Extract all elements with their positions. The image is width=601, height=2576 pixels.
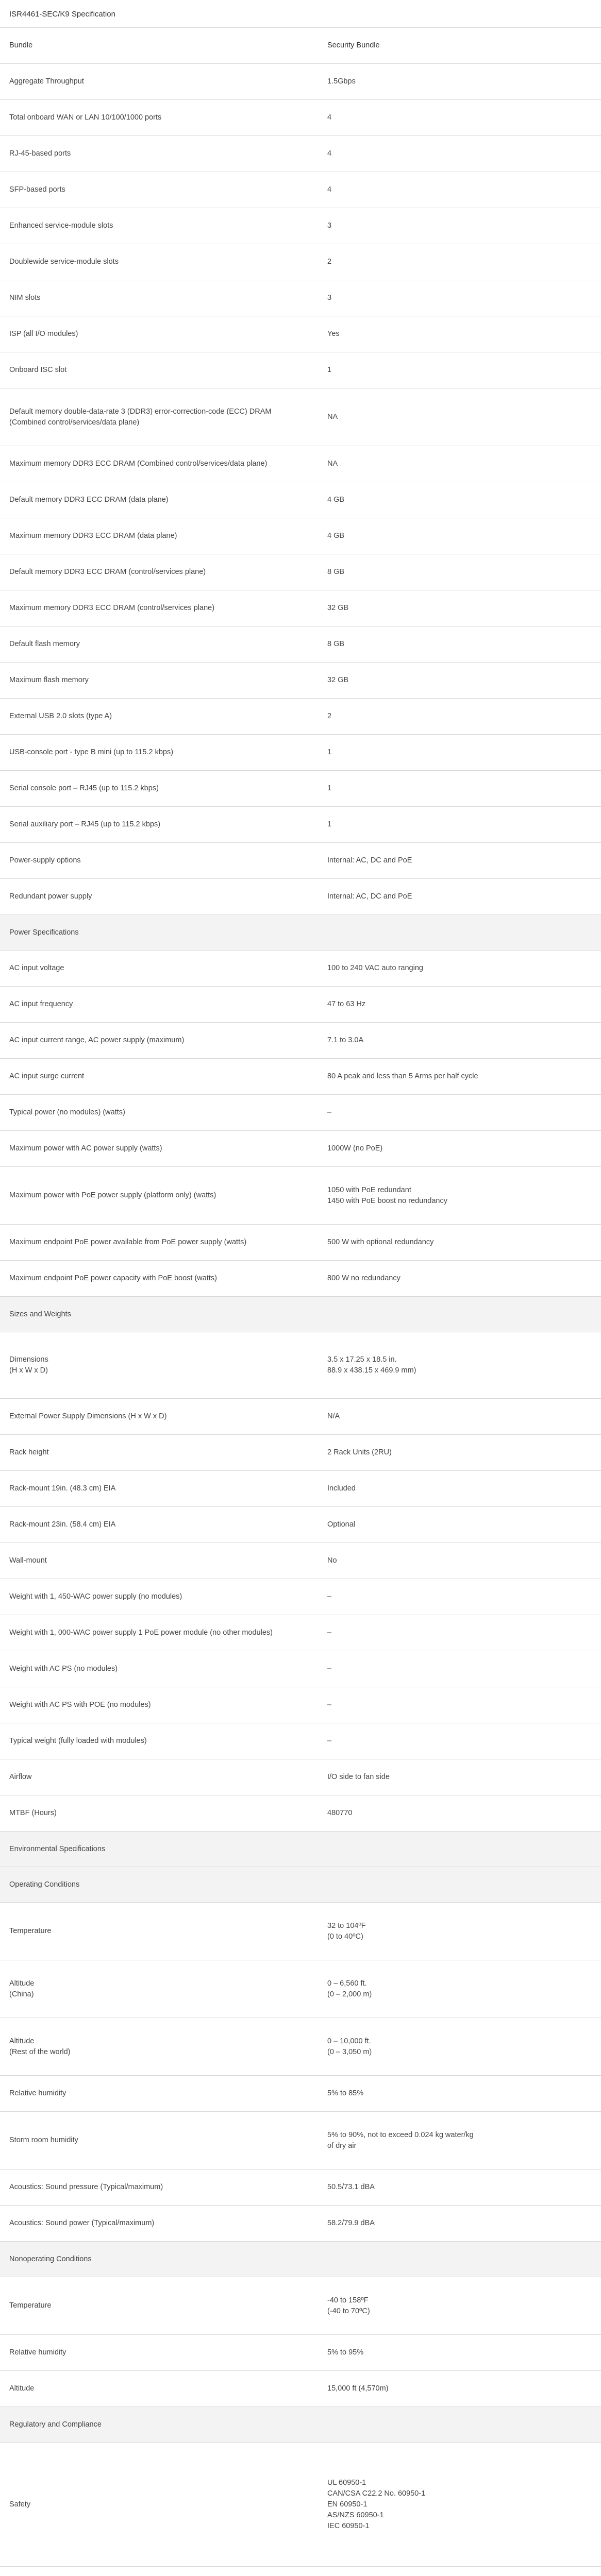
- spec-value-line: 3.5 x 17.25 x 18.5 in.: [327, 1355, 397, 1364]
- spec-value: 1: [318, 352, 601, 388]
- spec-label: Doublewide service-module slots: [0, 244, 318, 280]
- spec-value: [318, 2277, 601, 2335]
- spec-value: [318, 1960, 601, 2018]
- spec-row: [0, 2443, 601, 2567]
- spec-row: [0, 1332, 601, 1399]
- spec-row: [0, 208, 601, 244]
- spec-label: Safety: [0, 2443, 318, 2567]
- spec-label: Weight with AC PS (no modules): [0, 1651, 318, 1687]
- spec-value: 8 GB: [318, 626, 601, 663]
- spec-value: 58.2/79.9 dBA: [318, 2206, 601, 2242]
- spec-label: Typical power (no modules) (watts): [0, 1095, 318, 1131]
- spec-label: NIM slots: [0, 280, 318, 316]
- spec-value: 32 GB: [318, 590, 601, 626]
- spec-value: [318, 1297, 601, 1332]
- spec-label: Weight with 1, 000-WAC power supply 1 PoE power module (no other modules): [0, 1615, 318, 1651]
- spec-value: 3: [318, 208, 601, 244]
- spec-value-line: 88.9 x 438.15 x 469.9 mm): [327, 1366, 416, 1375]
- spec-value: 480770: [318, 1795, 601, 1832]
- spec-value: Optional: [318, 1507, 601, 1543]
- spec-value: 1.5Gbps: [318, 64, 601, 100]
- spec-value: 15,000 ft (4,570m): [318, 2371, 601, 2407]
- spec-value: 5% to 95%: [318, 2335, 601, 2371]
- spec-row: [0, 2335, 601, 2371]
- spec-value-line: 5% to 90%, not to exceed 0.024 kg water/kg: [327, 2130, 474, 2139]
- page-title: ISR4461-SEC/K9 Specification: [9, 9, 115, 19]
- spec-label: Airflow: [0, 1759, 318, 1795]
- spec-row: [0, 388, 601, 446]
- spec-row: [0, 1759, 601, 1795]
- spec-row: [0, 1131, 601, 1167]
- spec-row: [0, 1903, 601, 1960]
- spec-row: [0, 1471, 601, 1507]
- spec-row: [0, 771, 601, 807]
- spec-label: Total onboard WAN or LAN 10/100/1000 ports: [0, 100, 318, 136]
- spec-label: Maximum memory DDR3 ECC DRAM (control/services plane): [0, 590, 318, 626]
- spec-value: Yes: [318, 316, 601, 352]
- spec-value: No: [318, 1543, 601, 1579]
- spec-label: Wall-mount: [0, 1543, 318, 1579]
- spec-label: Rack height: [0, 1435, 318, 1471]
- spec-row: [0, 446, 601, 482]
- spec-row: [0, 1225, 601, 1261]
- spec-label: [0, 2018, 318, 2076]
- spec-value-line: UL 60950-1: [327, 2478, 366, 2487]
- spec-row: [0, 2112, 601, 2170]
- spec-label: Temperature: [0, 1903, 318, 1960]
- spec-label: Temperature: [0, 2277, 318, 2335]
- spec-value: [318, 2018, 601, 2076]
- spec-label: Onboard ISC slot: [0, 352, 318, 388]
- section-header-row: [0, 1867, 601, 1903]
- spec-value: [318, 1903, 601, 1960]
- section-title: Nonoperating Conditions: [0, 2242, 318, 2277]
- spec-label: Maximum power with AC power supply (watts): [0, 1131, 318, 1167]
- spec-row: [0, 1687, 601, 1723]
- spec-row: [0, 554, 601, 590]
- spec-label-line: (China): [9, 1990, 34, 1998]
- spec-row: [0, 2371, 601, 2407]
- spec-label: Maximum flash memory: [0, 663, 318, 699]
- section-header-row: [0, 2407, 601, 2443]
- spec-label: AC input surge current: [0, 1059, 318, 1095]
- spec-value: –: [318, 1579, 601, 1615]
- spec-row: [0, 2018, 601, 2076]
- spec-row: [0, 1023, 601, 1059]
- spec-label: AC input current range, AC power supply (maximum): [0, 1023, 318, 1059]
- spec-label: Maximum endpoint PoE power capacity with PoE boost (watts): [0, 1261, 318, 1297]
- spec-label: RJ-45-based ports: [0, 136, 318, 172]
- spec-value-line: of dry air: [327, 2141, 357, 2150]
- spec-label: External Power Supply Dimensions (H x W x D): [0, 1399, 318, 1435]
- spec-row: [0, 2277, 601, 2335]
- spec-label: Acoustics: Sound pressure (Typical/maximum): [0, 2170, 318, 2206]
- spec-label: SFP-based ports: [0, 172, 318, 208]
- spec-value: 80 A peak and less than 5 Arms per half cycle: [318, 1059, 601, 1095]
- spec-value-line: (0 – 3,050 m): [327, 2047, 372, 2056]
- spec-row: [0, 843, 601, 879]
- spec-value-line: (0 – 2,000 m): [327, 1990, 372, 1998]
- spec-label: MTBF (Hours): [0, 1795, 318, 1832]
- spec-row: [0, 1059, 601, 1095]
- spec-row: [0, 1723, 601, 1759]
- spec-value: [318, 1167, 601, 1225]
- spec-value: 3: [318, 280, 601, 316]
- spec-label: [0, 1960, 318, 2018]
- spec-row: [0, 482, 601, 518]
- spec-label: Typical weight (fully loaded with modules): [0, 1723, 318, 1759]
- spec-value-line: 1050 with PoE redundant: [327, 1185, 411, 1194]
- spec-row: [0, 136, 601, 172]
- header-bundle-value: Security Bundle: [318, 28, 601, 64]
- spec-value: Internal: AC, DC and PoE: [318, 879, 601, 915]
- header-bundle-label: Bundle: [0, 28, 318, 64]
- spec-value: 50.5/73.1 dBA: [318, 2170, 601, 2206]
- section-header-row: [0, 1832, 601, 1867]
- spec-value: 1: [318, 807, 601, 843]
- section-header-row: [0, 2242, 601, 2277]
- section-title: Operating Conditions: [0, 1867, 318, 1903]
- spec-value-line: IEC 60950-1: [327, 2521, 370, 2530]
- spec-value: [318, 2407, 601, 2443]
- spec-value: 4: [318, 172, 601, 208]
- spec-label: Maximum endpoint PoE power available from PoE power supply (watts): [0, 1225, 318, 1261]
- spec-value: 1: [318, 771, 601, 807]
- spec-value: 4: [318, 136, 601, 172]
- spec-label: Altitude: [0, 2371, 318, 2407]
- spec-value-line: (-40 to 70ºC): [327, 2307, 370, 2315]
- spec-value: –: [318, 1095, 601, 1131]
- spec-label: Enhanced service-module slots: [0, 208, 318, 244]
- spec-row: [0, 1543, 601, 1579]
- spec-label: Redundant power supply: [0, 879, 318, 915]
- spec-value: –: [318, 1615, 601, 1651]
- spec-value: 800 W no redundancy: [318, 1261, 601, 1297]
- spec-label-line: Dimensions: [9, 1355, 48, 1364]
- spec-value: 1000W (no PoE): [318, 1131, 601, 1167]
- spec-label: Relative humidity: [0, 2076, 318, 2112]
- spec-row: [0, 626, 601, 663]
- spec-row: [0, 518, 601, 554]
- spec-value-line: AS/NZS 60950-1: [327, 2511, 384, 2519]
- spec-value: NA: [318, 388, 601, 446]
- spec-row: [0, 1960, 601, 2018]
- spec-label: AC input voltage: [0, 951, 318, 987]
- spec-label: Rack-mount 19in. (48.3 cm) EIA: [0, 1471, 318, 1507]
- spec-value: N/A: [318, 1399, 601, 1435]
- spec-label: USB-console port - type B mini (up to 115.2 kbps): [0, 735, 318, 771]
- spec-row: [0, 64, 601, 100]
- spec-value-line: CAN/CSA C22.2 No. 60950-1: [327, 2489, 426, 2498]
- spec-label: Rack-mount 23in. (58.4 cm) EIA: [0, 1507, 318, 1543]
- spec-row: [0, 1795, 601, 1832]
- spec-row: [0, 316, 601, 352]
- spec-value: [318, 2242, 601, 2277]
- spec-label: Storm room humidity: [0, 2112, 318, 2170]
- spec-value: –: [318, 1687, 601, 1723]
- section-title: Regulatory and Compliance: [0, 2407, 318, 2443]
- spec-value-line: -40 to 158ºF: [327, 2296, 369, 2304]
- spec-row: [0, 100, 601, 136]
- spec-label-line: (H x W x D): [9, 1366, 48, 1375]
- spec-value: 47 to 63 Hz: [318, 987, 601, 1023]
- spec-value: 7.1 to 3.0A: [318, 1023, 601, 1059]
- spec-value-line: 0 – 6,560 ft.: [327, 1979, 367, 1988]
- spec-value: Internal: AC, DC and PoE: [318, 843, 601, 879]
- spec-value: 4: [318, 100, 601, 136]
- spec-label: Default flash memory: [0, 626, 318, 663]
- spec-label: [0, 1332, 318, 1399]
- spec-row: [0, 172, 601, 208]
- spec-value-line: 0 – 10,000 ft.: [327, 2037, 371, 2045]
- spec-label: Acoustics: Sound power (Typical/maximum): [0, 2206, 318, 2242]
- spec-value: 500 W with optional redundancy: [318, 1225, 601, 1261]
- spec-row: [0, 2206, 601, 2242]
- spec-label: Serial auxiliary port – RJ45 (up to 115.2 kbps): [0, 807, 318, 843]
- spec-row: [0, 735, 601, 771]
- spec-value-line: 32 to 104ºF: [327, 1921, 366, 1930]
- spec-label: AC input frequency: [0, 987, 318, 1023]
- spec-row: [0, 1399, 601, 1435]
- spec-value: [318, 2112, 601, 2170]
- spec-value-line: EN 60950-1: [327, 2500, 368, 2509]
- spec-value: [318, 1832, 601, 1867]
- spec-label: External USB 2.0 slots (type A): [0, 699, 318, 735]
- spec-label: Aggregate Throughput: [0, 64, 318, 100]
- spec-label-line: Altitude: [9, 2037, 35, 2045]
- spec-label: Maximum memory DDR3 ECC DRAM (Combined control/services/data plane): [0, 446, 318, 482]
- spec-row: [0, 663, 601, 699]
- spec-row: [0, 1095, 601, 1131]
- spec-row: [0, 244, 601, 280]
- spec-row: [0, 1261, 601, 1297]
- spec-label: Default memory double-data-rate 3 (DDR3) error-correction-code (ECC) DRAM (Combined control/services/data plane): [0, 388, 318, 446]
- spec-row: [0, 1435, 601, 1471]
- spec-label: Relative humidity: [0, 2335, 318, 2371]
- spec-row: [0, 699, 601, 735]
- spec-label: [0, 2567, 318, 2576]
- spec-value: NA: [318, 446, 601, 482]
- spec-row: [0, 280, 601, 316]
- spec-value: –: [318, 1651, 601, 1687]
- spec-row: [0, 807, 601, 843]
- spec-value: 2 Rack Units (2RU): [318, 1435, 601, 1471]
- spec-row: [0, 2170, 601, 2206]
- spec-label: Maximum memory DDR3 ECC DRAM (data plane): [0, 518, 318, 554]
- spec-value-line: (0 to 40ºC): [327, 1932, 363, 1941]
- spec-table: [0, 27, 601, 2576]
- spec-value: I/O side to fan side: [318, 1759, 601, 1795]
- table-header-row: [0, 28, 601, 64]
- spec-value: 4 GB: [318, 518, 601, 554]
- spec-label: Maximum power with PoE power supply (platform only) (watts): [0, 1167, 318, 1225]
- spec-row: [0, 1579, 601, 1615]
- spec-value-line: 1450 with PoE boost no redundancy: [327, 1196, 447, 1205]
- spec-label-line: (Rest of the world): [9, 2047, 71, 2056]
- spec-label: Default memory DDR3 ECC DRAM (control/services plane): [0, 554, 318, 590]
- spec-value: 32 GB: [318, 663, 601, 699]
- spec-label: Serial console port – RJ45 (up to 115.2 kbps): [0, 771, 318, 807]
- spec-row: [0, 1615, 601, 1651]
- section-title: Environmental Specifications: [0, 1832, 318, 1867]
- spec-row: [0, 987, 601, 1023]
- spec-row: [0, 352, 601, 388]
- spec-row: [0, 2076, 601, 2112]
- spec-value: [318, 1867, 601, 1903]
- spec-value: 5% to 85%: [318, 2076, 601, 2112]
- spec-label: Weight with AC PS with POE (no modules): [0, 1687, 318, 1723]
- section-title: Sizes and Weights: [0, 1297, 318, 1332]
- spec-label: Default memory DDR3 ECC DRAM (data plane): [0, 482, 318, 518]
- section-header-row: [0, 1297, 601, 1332]
- spec-value: [318, 2567, 601, 2576]
- spec-label: ISP (all I/O modules): [0, 316, 318, 352]
- spec-value: –: [318, 1723, 601, 1759]
- spec-label: Power-supply options: [0, 843, 318, 879]
- spec-row: [0, 2567, 601, 2576]
- spec-value: 2: [318, 244, 601, 280]
- spec-value: Included: [318, 1471, 601, 1507]
- spec-value: 100 to 240 VAC auto ranging: [318, 951, 601, 987]
- spec-value: [318, 1332, 601, 1399]
- spec-row: [0, 879, 601, 915]
- spec-row: [0, 1167, 601, 1225]
- spec-row: [0, 951, 601, 987]
- spec-value: [318, 915, 601, 951]
- section-title: Power Specifications: [0, 915, 318, 951]
- spec-value: 8 GB: [318, 554, 601, 590]
- spec-value: 2: [318, 699, 601, 735]
- spec-value: 1: [318, 735, 601, 771]
- spec-label-line: Altitude: [9, 1979, 35, 1988]
- spec-row: [0, 1651, 601, 1687]
- spec-value: [318, 2443, 601, 2567]
- spec-label: Weight with 1, 450-WAC power supply (no modules): [0, 1579, 318, 1615]
- spec-row: [0, 590, 601, 626]
- section-header-row: [0, 915, 601, 951]
- spec-value: 4 GB: [318, 482, 601, 518]
- spec-row: [0, 1507, 601, 1543]
